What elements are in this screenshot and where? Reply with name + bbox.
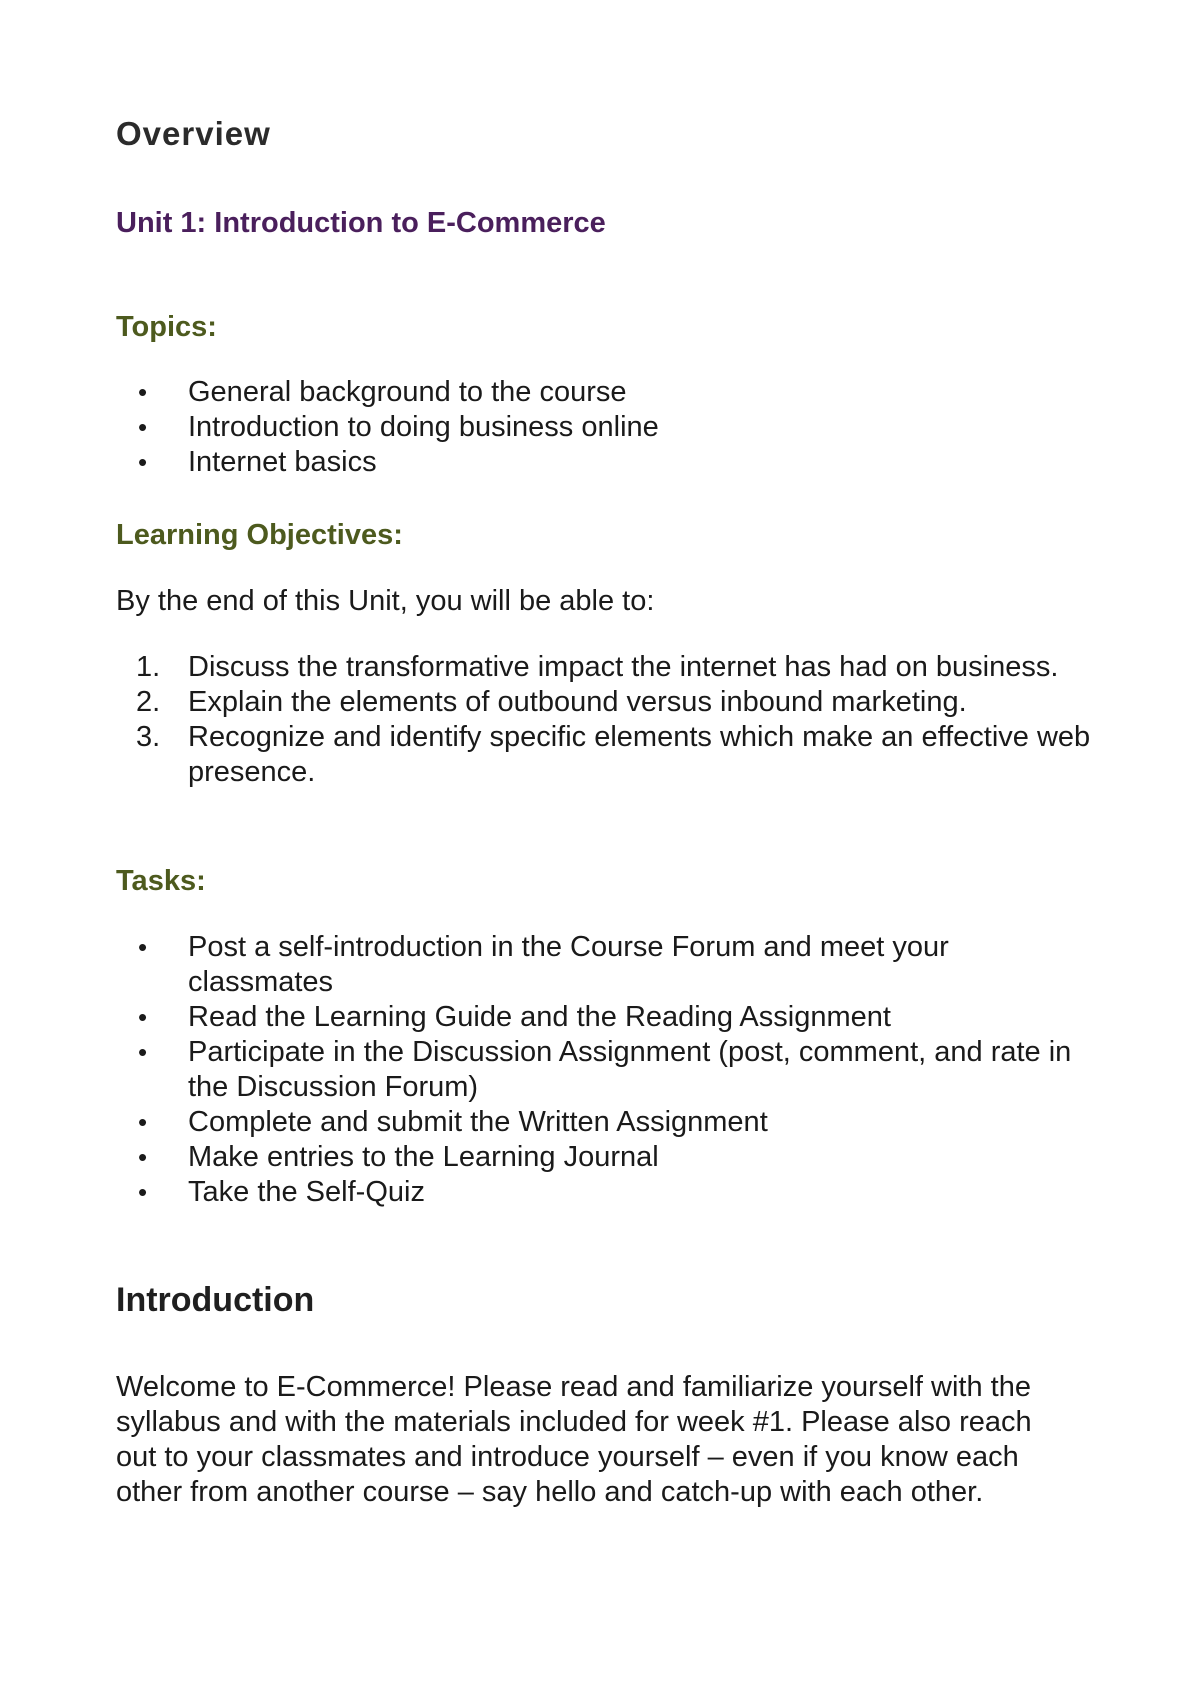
bullet-icon: • [138, 1177, 148, 1207]
bullet-icon: • [138, 412, 148, 442]
bullet-icon: • [138, 447, 148, 477]
topics-list [116, 375, 1096, 480]
tasks-list [116, 930, 1096, 1210]
bullet-icon: • [138, 1002, 148, 1032]
objective-text: Recognize and identify specific elements which make an effective web presence. [188, 721, 1091, 788]
list-number: 3. [136, 721, 161, 753]
topic-text: General background to the course [188, 376, 627, 408]
list-item [116, 1105, 1096, 1140]
introduction-title: Introduction [116, 1281, 315, 1319]
list-item [116, 930, 1096, 1000]
task-text: Post a self-introduction in the Course Forum and meet your classmates [188, 931, 949, 998]
task-text: Read the Learning Guide and the Reading Assignment [188, 1001, 891, 1033]
bullet-icon: • [138, 932, 148, 962]
list-item [116, 685, 1096, 720]
objectives-heading: Learning Objectives: [116, 519, 403, 551]
task-text: Take the Self-Quiz [188, 1176, 425, 1208]
bullet-icon: • [138, 1142, 148, 1172]
list-item [116, 1175, 1096, 1210]
list-item [116, 1035, 1096, 1105]
objectives-list [116, 650, 1096, 790]
objective-text: Explain the elements of outbound versus inbound marketing. [188, 686, 967, 718]
overview-title: Overview [116, 115, 271, 152]
list-item [116, 650, 1096, 685]
list-item [116, 720, 1096, 790]
task-text: Participate in the Discussion Assignment (post, comment, and rate in the Discussion Forum) [188, 1036, 1072, 1103]
topics-heading: Topics: [116, 311, 217, 343]
list-item [116, 445, 1096, 480]
bullet-icon: • [138, 1107, 148, 1137]
introduction-paragraph: Welcome to E-Commerce! Please read and familiarize yourself with the syllabus and with the materials included for week #1. Please also reach out to your classmates and introduce yourself – even if you know each other from another course – say hello and catch-up with each other. [116, 1371, 1032, 1508]
unit-title: Unit 1: Introduction to E-Commerce [116, 207, 606, 239]
objective-text: Discuss the transformative impact the internet has had on business. [188, 651, 1059, 683]
tasks-heading: Tasks: [116, 865, 206, 897]
task-text: Complete and submit the Written Assignment [188, 1106, 768, 1138]
list-item [116, 410, 1096, 445]
objectives-intro: By the end of this Unit, you will be able to: [116, 585, 655, 617]
bullet-icon: • [138, 1037, 148, 1067]
bullet-icon: • [138, 377, 148, 407]
list-number: 1. [136, 651, 161, 683]
list-item [116, 1140, 1096, 1175]
list-item [116, 375, 1096, 410]
list-item [116, 1000, 1096, 1035]
topic-text: Internet basics [188, 446, 377, 478]
list-number: 2. [136, 686, 161, 718]
topic-text: Introduction to doing business online [188, 411, 659, 443]
task-text: Make entries to the Learning Journal [188, 1141, 659, 1173]
